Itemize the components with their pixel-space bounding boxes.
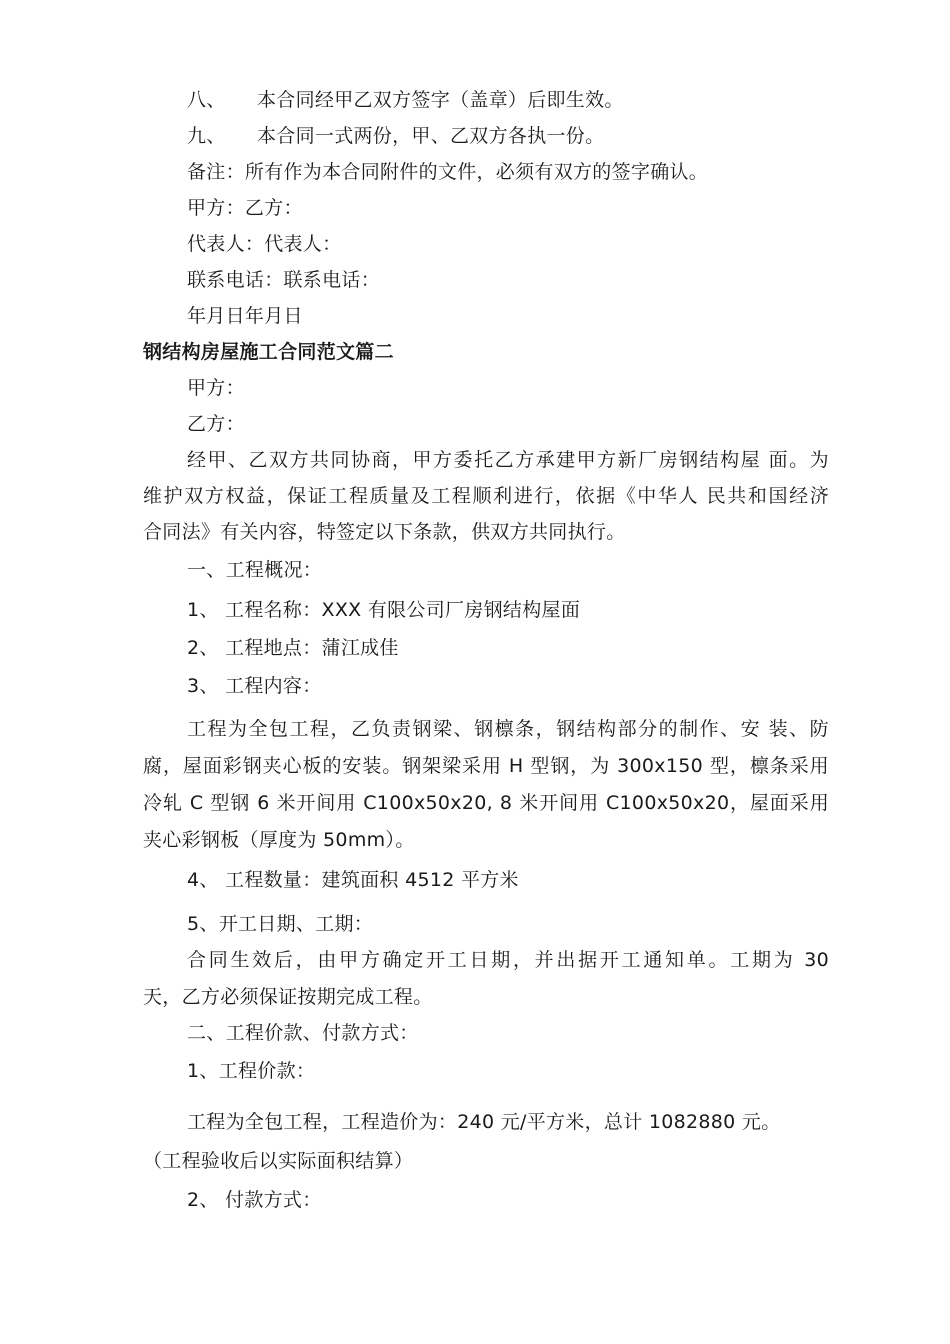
section-title: 钢结构房屋施工合同范文篇二 xyxy=(143,341,394,363)
section-2-title: 二、工程价款、付款方式： xyxy=(187,1022,419,1044)
section-1-item-4: 4、 工程数量：建筑面积 4512 平方米 xyxy=(187,869,519,891)
price-line-1: 工程为全包工程，工程造价为：240 元/平方米，总计 1082880 元。 xyxy=(187,1111,781,1133)
signature-representatives: 代表人：代表人： xyxy=(187,233,342,255)
clause-8-number: 八、 xyxy=(187,89,226,111)
content-line-2: 腐，屋面彩钢夹心板的安装。钢架梁采用 H 型钢，为 300x150 型，檩条采用 xyxy=(143,755,829,777)
content-line-4: 夹心彩钢板（厚度为 50mm）。 xyxy=(143,829,415,851)
section-1-title: 一、工程概况： xyxy=(187,559,323,581)
signature-phones: 联系电话：联系电话： xyxy=(187,269,381,291)
clause-8 xyxy=(187,88,624,112)
party-b-line: 乙方： xyxy=(187,413,245,435)
section-1-item-1: 1、 工程名称：XXX 有限公司厂房钢结构屋面 xyxy=(187,599,581,621)
section-1-item-2: 2、 工程地点：蒲江成佳 xyxy=(187,637,399,659)
price-line-2: （工程验收后以实际面积结算） xyxy=(143,1150,414,1172)
clause-8-text: 本合同经甲乙双方签字（盖章）后即生效。 xyxy=(257,89,624,111)
intro-line-2: 维护双方权益，保证工程质量及工程顺利进行，依据《中华人 民共和国经济 xyxy=(143,485,829,507)
clause-9-text: 本合同一式两份，甲、乙双方各执一份。 xyxy=(257,125,605,147)
section-2-item-1: 1、工程价款： xyxy=(187,1060,316,1082)
content-line-3: 冷轧 C 型钢 6 米开间用 C100x50x20, 8 米开间用 C100x50x20，屋面采用 xyxy=(143,792,829,814)
clause-9-number: 九、 xyxy=(187,125,226,147)
period-line-2: 天，乙方必须保证按期完成工程。 xyxy=(143,986,433,1008)
intro-line-3: 合同法》有关内容，特签定以下条款，供双方共同执行。 xyxy=(143,521,626,543)
signature-parties: 甲方：乙方： xyxy=(187,197,303,219)
section-2-item-2: 2、 付款方式： xyxy=(187,1189,322,1211)
period-line-1: 合同生效后，由甲方确定开工日期，并出据开工通知单。工期为 30 xyxy=(187,949,829,971)
content-line-1: 工程为全包工程，乙负责钢梁、钢檩条，钢结构部分的制作、安 装、防 xyxy=(187,718,829,740)
section-1-item-5: 5、开工日期、工期： xyxy=(187,913,374,935)
party-a-line: 甲方： xyxy=(187,377,245,399)
remark-line: 备注：所有作为本合同附件的文件，必须有双方的签字确认。 xyxy=(187,161,709,183)
signature-dates: 年月日年月日 xyxy=(187,305,303,327)
clause-9 xyxy=(187,124,604,148)
section-1-item-3: 3、 工程内容： xyxy=(187,675,322,697)
intro-line-1: 经甲、乙双方共同协商，甲方委托乙方承建甲方新厂房钢结构屋 面。为 xyxy=(187,449,829,471)
